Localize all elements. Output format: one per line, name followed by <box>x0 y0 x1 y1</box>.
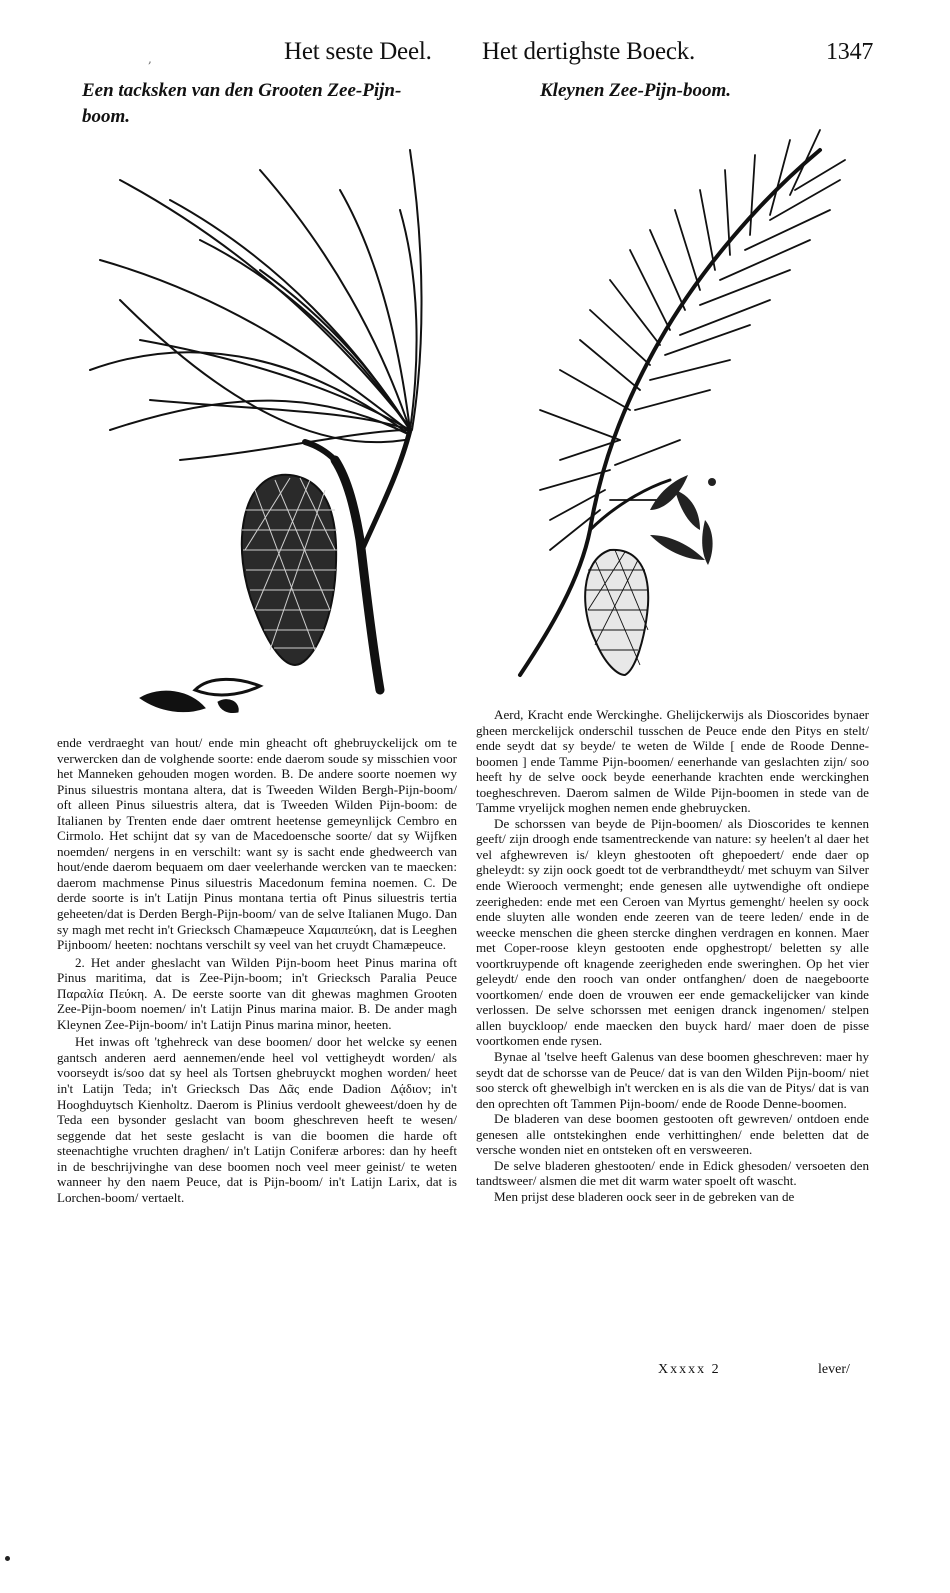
paragraph: Bynae al 'tselve heeft Galenus van dese boomen gheschreven: maer hy seydt dat de schorsse van de Peuce/ dat is van den Wilden Pijn-boom/ niet soo sterck oft ghewelbigh in't wercken en is als die van de Pitys/ dat is van den oprechten oft Tammen Pijn-boom/ ende de Roode Denne-boomen. <box>476 1049 869 1111</box>
scan-speck <box>5 1556 10 1561</box>
paragraph: De bladeren van dese boomen gestooten oft gewreven/ ontdoen ende genesen alle ontstekinghen ende verhittinghen/ ende beletten dat de versche wonden niet en ontsteken oft en versweeren. <box>476 1111 869 1158</box>
paragraph: Men prijst dese bladeren oock seer in de gebreken van de <box>494 1188 795 1204</box>
catchword: lever/ <box>818 1362 850 1377</box>
right-text-column <box>476 707 869 1205</box>
pine-cone <box>242 475 337 665</box>
signature-mark: Xxxxx 2 <box>658 1362 721 1377</box>
paragraph: ende verdraeght van hout/ ende min gheacht oft ghebruyckelijck om te verwercken dan de volghende soorte: ende daerom soude sy misschien voor het Manneken gehouden mogen worden. B. De andere soorte noemen wy Pinus siluestris montana altera, dat is Tweeden Wilden Bergh-Pijn-boom/ oft alleen Pinus siluestris altera, dat is Tweeden Wilden Pijn-boom: de Italianen by Trenten ende daer omtrent heetense gemeynlijck Cembro en Cirmolo. Het schijnt dat sy van de Macedoensche soorte/ dat sy Wijfken noemden/ nergens in en verschilt: want sy is sacht ende ghedweerch van hout/ende daerom bequaem om daer veelerhande wercken van te maecken: daerom machmense Pinus siluestris Macedonum femina noemen. C. De derde soorte is in't Latijn Pinus montana tertia oft Pinus siluestris tertia geheeten/dat is Derden Bergh-Pijn-boom/ van de selve Italianen Mugo. Dan sy magh met recht in't Griecksch Chamæpeuce Χαμαιπεύκη, dat is Leeghen Pijnboom/ heeten: nochtans verschilt sy veel van het cruydt Chamæpeuce. <box>57 735 457 953</box>
caption-small-sea-pine: Kleynen Zee-Pijn-boom. <box>540 80 732 101</box>
large-sea-pine-illustration <box>80 130 440 730</box>
paragraph: De selve bladeren ghestooten/ ende in Edick ghesoden/ versoeten den tandtsweer/ alsmen die met dit warm water spoelt oft wascht. <box>476 1157 869 1189</box>
page-number: 1347 <box>826 39 874 65</box>
paragraph: 2. Het ander gheslacht van Wilden Pijn-boom heet Pinus marina oft Pinus maritima, dat is Zee-Pijn-boom; in't Griecksch Paralia Peuce Παραλία Πεύκη. A. De eerste soorte van dit ghewas maghmen Grooten Zee-Pijn-boom noemen/ in't Latijn Pinus marina maior. B. De ander magh Kleynen Zee-Pijn-boom/ in't Latijn Pinus marina minor, heeten. <box>57 954 457 1032</box>
running-head-part: Het seste Deel. <box>284 38 432 65</box>
caption-large-sea-pine: Een tacksken van den Grooten Zee-Pijn-boom. <box>82 80 402 127</box>
paragraph: Aerd, Kracht ende Werckinghe. Ghelijckerwijs als Dioscorides bynaer gheen merckelijck onderschil tusschen de Peuce ende den Pitys en stelt/ ende seydt dat sy beyde/ te weten de Wilde [ ende de Roode Denne-boomen ] ende Tamme Pijn-boomen/ eenerhande van geslachten zijn/ soo heeft hy de selve oock beyde eenerhande krachten ende werckinghen toegheschreven. Daerom salmen de Wilde Pijn-boomen in stede van de Tamme vryelijck moghen nemen ende ghebruycken. <box>476 707 869 816</box>
page-mark: , <box>148 52 152 66</box>
left-text-column <box>57 735 457 1205</box>
seeds-left <box>140 679 260 712</box>
paragraph: De schorssen van beyde de Pijn-boomen/ als Dioscorides te kennen geeft/ zijn droogh ende tsamentreckende van nature: sy heelen't al daer het vel afghewreven is/ kleyn ghestooten oft ghepoedert/ ende daer op gheleydt: sy zijn oock goedt tot de verbrandtheydt/ met schuym van Silver ende Wierooch vermenght; ende genesen alle uytwendighe oft ondiepe zeerigheden: ende met een Ceroen van Myrtus gemenght/ heelen sy oock ende sluyten alle wonden ende zeeren van de teere leden/ ende in de weecke menschen die gheen stercke dinghen verdragen en konnen. Maer met Coper-roose kleyn gestooten ende opghestropt/ beletten sy alle voortkruypende oft knagende zeerigheden ende sweringhen. Op het vier geleydt/ ende den rooch van onder ontfanghen/ doen de naegeboorte voortkomen/ ende doen de vrouwen eer ende gemackelijcker van kinde verlossen. De selve schorssen met eenigen dranck ingenomen/ stelpen allen buyckloop/ ende maecken den buyck hard/ maer doen de pisse voortkomen ende rysen. <box>476 815 869 1049</box>
small-sea-pine-illustration <box>500 110 850 690</box>
paragraph: Het inwas oft 'tghehreck van dese boomen/ door het welcke sy eenen gantsch anderen aerd aennemen/ende heel vol vettigheydt worden/ als voorseydt is/soo dat sy heel als Tortsen ghebruyckt moghen worden/ heet in't Latijn Teda; in't Griecksch Das Δᾶς ende Dadion Δᾴδιον; in't Hooghduytsch Kienholtz. Daerom is Plinius verdoolt gheweest/doen hy de Teda een bysonder geslacht van boom gheschreven heeft te wesen/ seggende dat het seste geslacht is van die boomen die harde oft steenachtighe vruchten draghen/ in't Latijn Coniferæ arbores: dan hy heeft in de beschrijvinghe van dese boomen noch veel meer geinist/ te weten wanneer hy den naem Peuce, dat is Pijn-boom/ in't Latijn Larix, dat is Lorchen-boom/ vertaelt. <box>57 1034 457 1205</box>
running-head-book: Het dertighste Boeck. <box>482 38 696 65</box>
small-pine-cone <box>585 550 648 675</box>
seeds-right <box>650 475 716 565</box>
